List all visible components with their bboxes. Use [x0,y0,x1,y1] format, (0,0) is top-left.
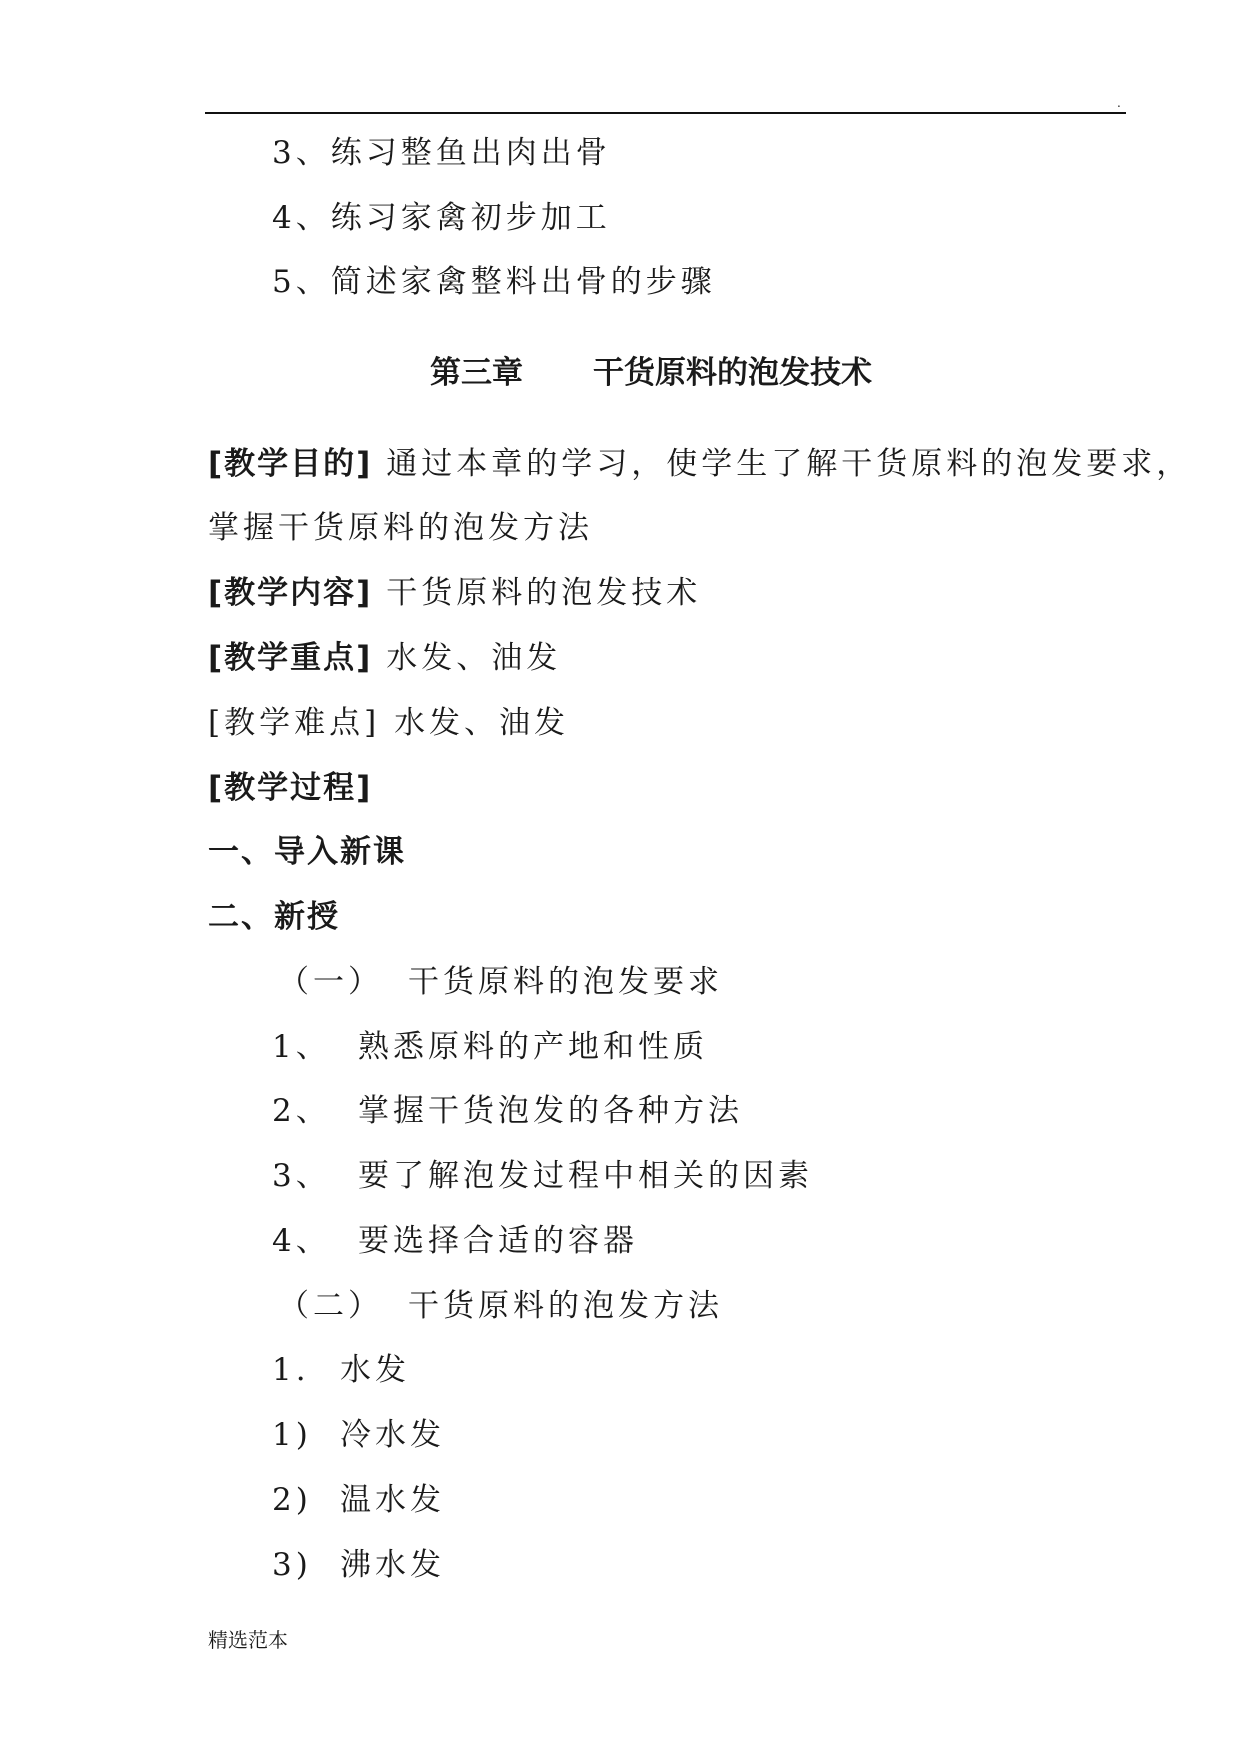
item-number: 3、 [272,1158,331,1194]
list-item [272,1545,445,1585]
item-text: 沸水发 [340,1547,445,1583]
content-line [208,573,701,613]
item-number: 1) [272,1417,312,1453]
chapter-heading [430,353,872,393]
item-number: 2) [272,1482,312,1518]
list-item [272,1415,445,1455]
header-dot: . [1117,96,1121,110]
part-label: （一） [278,964,383,1000]
item-text: 水发 [340,1352,410,1388]
objective-text-cont: 掌握干货原料的泡发方法 [208,510,593,546]
item-text: 熟悉原料的产地和性质 [358,1029,708,1065]
footer-text: 精选范本 [208,1628,288,1652]
list-item [272,1091,743,1131]
difficulties-line [208,703,569,743]
item-number: 1. [272,1352,310,1388]
key-points-label: [教学重点] [208,640,373,676]
list-item [272,1480,445,1520]
part-heading [278,962,723,1002]
key-points-text: 水发、油发 [386,640,562,676]
item-number: 4、 [272,1223,331,1259]
list-item [272,1350,410,1390]
objective-text: 通过本章的学习，使学生了解干货原料的泡发要求， [386,446,1192,482]
process-label: [教学过程] [208,770,373,806]
objective-label: [教学目的] [208,446,373,482]
item-text: 冷水发 [340,1417,445,1453]
key-points-line [208,638,561,678]
header-rule [205,112,1126,114]
list-item [272,1156,813,1196]
section-heading: 二、新授 [208,899,340,935]
difficulties-text: 水发、油发 [394,705,570,741]
part-title: 干货原料的泡发要求 [408,964,723,1000]
content-text: 干货原料的泡发技术 [386,575,702,611]
item-text: 要选择合适的容器 [358,1223,638,1259]
objective-line [208,444,1191,484]
item-number: 1、 [272,1029,331,1065]
list-item [272,1221,638,1261]
chapter-title: 干货原料的泡发技术 [593,355,872,391]
difficulties-label: [教学难点] [208,705,381,741]
part-title: 干货原料的泡发方法 [408,1288,723,1324]
part-heading [278,1286,723,1326]
list-item: 4、练习家禽初步加工 [272,200,611,236]
item-number: 2、 [272,1093,331,1129]
section-heading: 一、导入新课 [208,834,406,870]
item-text: 掌握干货泡发的各种方法 [358,1093,743,1129]
list-item: 3、练习整鱼出肉出骨 [272,135,611,171]
list-item: 5、简述家禽整料出骨的步骤 [272,264,716,300]
item-number: 3) [272,1547,312,1583]
chapter-number: 第三章 [430,355,523,391]
list-item [272,1027,708,1067]
item-text: 温水发 [340,1482,445,1518]
item-text: 要了解泡发过程中相关的因素 [358,1158,813,1194]
content-label: [教学内容] [208,575,373,611]
part-label: （二） [278,1288,383,1324]
